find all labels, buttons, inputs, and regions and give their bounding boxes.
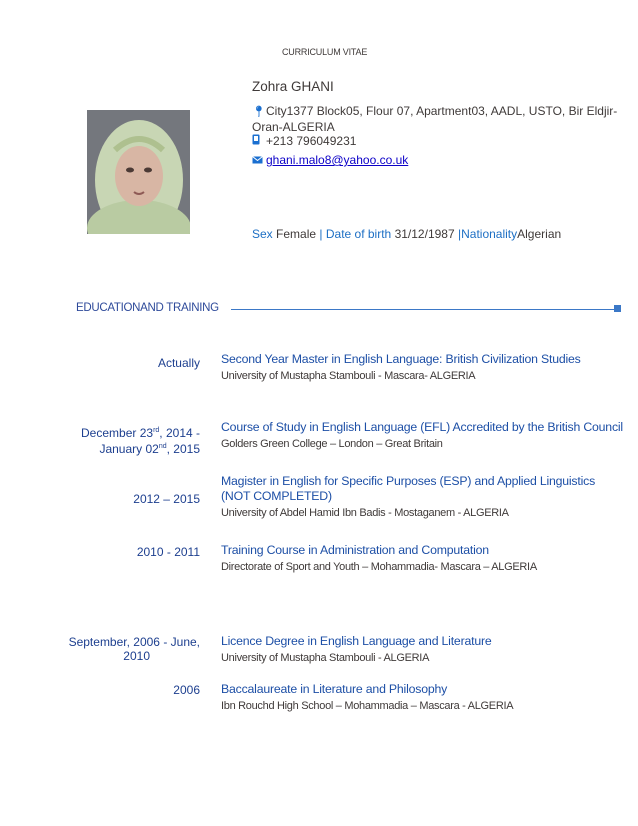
- date-text: January 02: [99, 442, 159, 456]
- education-entry: [221, 352, 631, 382]
- date-sup: nd: [158, 443, 167, 450]
- location-pin-icon: 📍︎: [252, 106, 266, 118]
- date-text: , 2015: [166, 442, 200, 456]
- address-text: City1377 Block05, Flour 07, Apartment03, AADL, USTO, Bir Eldjir- Oran-ALGERIA: [252, 104, 618, 134]
- education-title: Course of Study in English Language (EFL) Accredited by the British Council: [221, 420, 623, 434]
- document-title: CURRICULUM VITAE: [282, 47, 368, 57]
- phone-row: [252, 134, 356, 150]
- education-title: Magister in English for Specific Purposes (ESP) and Applied Linguistics (NOT COMPLETED): [221, 474, 596, 503]
- separator: |: [457, 227, 462, 241]
- profile-photo: [87, 110, 190, 234]
- envelope-icon: [252, 154, 266, 169]
- education-date: 2012 – 2015: [133, 492, 200, 506]
- email-row: [252, 153, 408, 169]
- education-entry: [221, 543, 631, 573]
- date-text: December 23: [81, 426, 154, 440]
- nationality-label: Nationality: [461, 227, 518, 241]
- sex-label: Sex: [252, 227, 273, 241]
- separator: |: [319, 227, 323, 241]
- date-sup: rd: [153, 427, 160, 434]
- education-title: Baccalaureate in Literature and Philosophy: [221, 682, 448, 696]
- education-institution: University of Mustapha Stambouli - ALGERIA: [221, 652, 430, 664]
- education-title: Training Course in Administration and Computation: [221, 543, 489, 557]
- education-institution: Directorate of Sport and Youth – Mohammadia- Mascara – ALGERIA: [221, 561, 537, 573]
- education-date: 2010 - 2011: [136, 545, 200, 559]
- personal-details: [252, 227, 561, 241]
- education-entry: [221, 474, 616, 519]
- email-link[interactable]: ghani.malo8@yahoo.co.uk: [266, 153, 409, 167]
- date-text: , 2014 -: [159, 426, 200, 440]
- date-line: 2010: [123, 649, 150, 663]
- phone-text: +213 796049231: [266, 134, 357, 148]
- education-entry: [221, 420, 631, 450]
- education-institution: Ibn Rouchd High School – Mohammadia – Mascara - ALGERIA: [221, 700, 514, 712]
- education-title: Licence Degree in English Language and Literature: [221, 634, 492, 648]
- section-marker: [614, 305, 621, 312]
- education-date: 2006: [173, 683, 200, 697]
- education-institution: University of Mustapha Stambouli - Mascara- ALGERIA: [221, 370, 476, 382]
- education-date: [69, 635, 200, 663]
- section-divider: [231, 309, 615, 310]
- full-name: Zohra GHANI: [252, 79, 334, 94]
- sex-value: Female: [276, 227, 317, 241]
- dob-value: 31/12/1987: [394, 227, 455, 241]
- nationality-value: Algerian: [517, 227, 562, 241]
- education-entry: [221, 634, 631, 664]
- education-date: [81, 424, 200, 456]
- education-institution: Golders Green College – London – Great Britain: [221, 438, 443, 450]
- date-line: September, 2006 - June,: [68, 635, 200, 649]
- dob-label: Date of birth: [325, 227, 392, 241]
- address-row: [252, 104, 624, 135]
- section-title: EDUCATIONAND TRAINING: [76, 302, 219, 314]
- phone-icon: [252, 134, 266, 150]
- education-title: Second Year Master in English Language: British Civilization Studies: [221, 352, 581, 366]
- education-date: Actually: [157, 356, 200, 370]
- education-institution: University of Abdel Hamid Ibn Badis - Mostaganem - ALGERIA: [221, 507, 509, 519]
- education-entry: [221, 682, 631, 712]
